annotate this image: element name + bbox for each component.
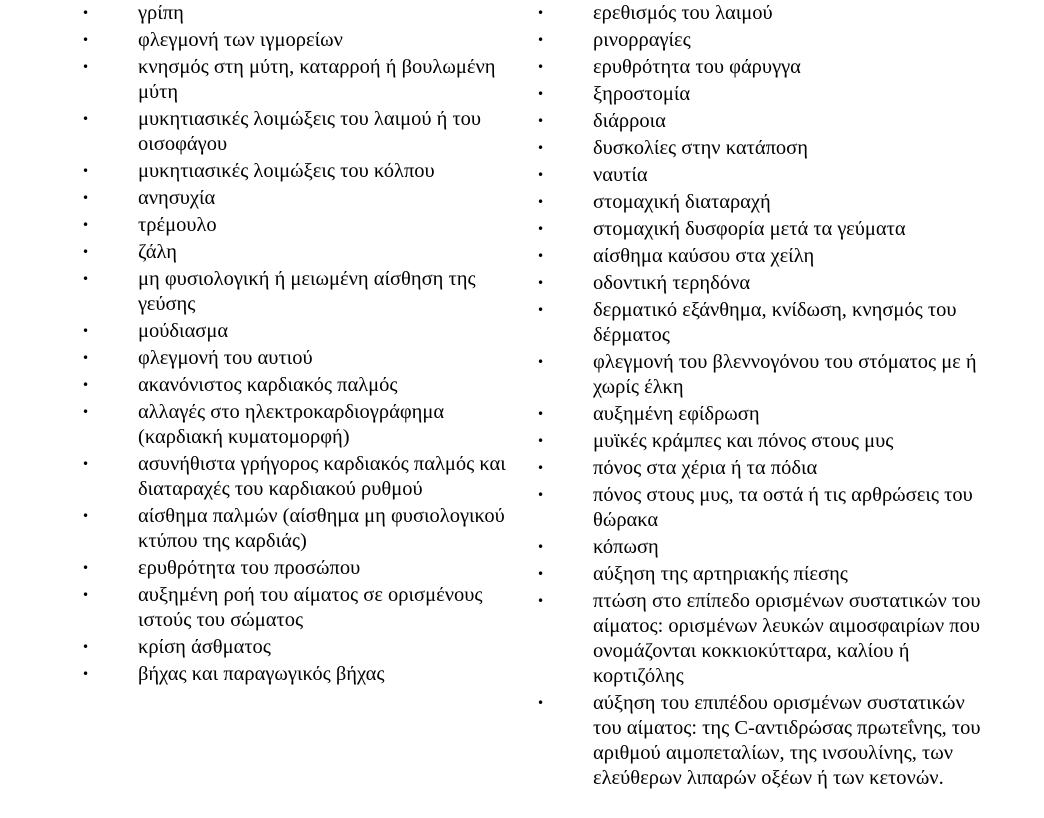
- bullet-icon: •: [537, 303, 545, 317]
- list-item: [535, 190, 990, 215]
- list-item: [535, 109, 990, 134]
- list-item-text: ερυθρότητα του φάρυγγα: [593, 56, 801, 78]
- list-item: [80, 186, 520, 211]
- list-item-text: γρίπη: [138, 2, 184, 24]
- list-item-text: ασυνήθιστα γρήγορος καρδιακός παλμός και διαταραχές του καρδιακού ρυθμού: [138, 453, 506, 500]
- list-item: [80, 400, 520, 450]
- list-item-text: φλεγμονή του αυτιού: [138, 347, 313, 369]
- list-item: [80, 583, 520, 633]
- list-item-text: στομαχική δυσφορία μετά τα γεύματα: [593, 218, 906, 240]
- list-item: [80, 452, 520, 502]
- bullet-icon: •: [537, 33, 545, 47]
- bullet-icon: •: [537, 540, 545, 554]
- list-item: [535, 429, 990, 454]
- bullet-icon: •: [537, 355, 545, 369]
- bullet-icon: •: [82, 245, 90, 259]
- list-item-text: αλλαγές στο ηλεκτροκαρδιογράφημα (καρδιακή κυματομορφή): [138, 401, 445, 448]
- list-item-text: μη φυσιολογική ή μειωμένη αίσθηση της γεύσης: [138, 268, 476, 315]
- list-item: [535, 163, 990, 188]
- list-item-text: ρινορραγίες: [593, 29, 691, 51]
- list-item-text: ανησυχία: [138, 187, 216, 209]
- list-item-text: ερυθρότητα του προσώπου: [138, 557, 361, 579]
- list-item: [80, 213, 520, 238]
- list-item-text: αύξηση της αρτηριακής πίεσης: [593, 563, 848, 585]
- list-item-text: φλεγμονή του βλεννογόνου του στόματος με ή χωρίς έλκη: [593, 351, 977, 398]
- bullet-icon: •: [537, 114, 545, 128]
- bullet-icon: •: [537, 434, 545, 448]
- list-item: [80, 55, 520, 105]
- bullet-icon: •: [82, 351, 90, 365]
- bullet-icon: •: [537, 567, 545, 581]
- list-item: [535, 691, 990, 791]
- bullet-icon: •: [82, 509, 90, 523]
- list-item-text: διάρροια: [593, 110, 666, 132]
- bullet-icon: •: [82, 164, 90, 178]
- list-item: [535, 298, 990, 348]
- side-effects-list-left: [80, 1, 520, 689]
- list-item: [80, 28, 520, 53]
- list-item-text: αίσθημα παλμών (αίσθημα μη φυσιολογικού κτύπου της καρδιάς): [138, 505, 505, 552]
- bullet-icon: •: [537, 222, 545, 236]
- bullet-icon: •: [537, 696, 545, 710]
- bullet-icon: •: [537, 461, 545, 475]
- list-item-text: κνησμός στη μύτη, καταρροή ή βουλωμένη μύτη: [138, 56, 496, 103]
- list-item-text: αίσθημα καύσου στα χείλη: [593, 245, 815, 267]
- list-item-text: φλεγμονή των ιγμορείων: [138, 29, 343, 51]
- list-item: [80, 240, 520, 265]
- bullet-icon: •: [82, 378, 90, 392]
- list-item: [80, 346, 520, 371]
- list-item: [535, 244, 990, 269]
- bullet-icon: •: [537, 87, 545, 101]
- list-item: [535, 271, 990, 296]
- bullet-icon: •: [82, 272, 90, 286]
- bullet-icon: •: [537, 488, 545, 502]
- list-item-text: δυσκολίες στην κατάποση: [593, 137, 808, 159]
- list-item: [80, 662, 520, 687]
- bullet-icon: •: [82, 457, 90, 471]
- list-item: [535, 217, 990, 242]
- list-item-text: αύξηση του επιπέδου ορισμένων συστατικών του αίματος: της C-αντιδρώσας πρωτεΐνης, του αριθμού αιμοπεταλίων, της ινσουλίνης, των ελεύθερων λιπαρών οξέων ή των κετονών.: [593, 692, 981, 789]
- bullet-icon: •: [82, 112, 90, 126]
- bullet-icon: •: [82, 33, 90, 47]
- list-item-text: πόνος στα χέρια ή τα πόδια: [593, 457, 818, 479]
- list-item: [535, 402, 990, 427]
- bullet-icon: •: [82, 6, 90, 20]
- side-effects-list-right: [535, 1, 990, 793]
- list-item-text: κρίση άσθματος: [138, 636, 271, 658]
- bullet-icon: •: [537, 168, 545, 182]
- list-item-text: δερματικό εξάνθημα, κνίδωση, κνησμός του δέρματος: [593, 299, 957, 346]
- bullet-icon: •: [537, 141, 545, 155]
- bullet-icon: •: [537, 195, 545, 209]
- bullet-icon: •: [537, 594, 545, 608]
- list-item-text: ζάλη: [138, 241, 177, 263]
- list-item: [80, 1, 520, 26]
- list-item: [80, 267, 520, 317]
- bullet-icon: •: [82, 60, 90, 74]
- list-item: [80, 107, 520, 157]
- list-item: [535, 535, 990, 560]
- list-item: [535, 28, 990, 53]
- list-item-text: ναυτία: [593, 164, 648, 186]
- list-item: [535, 456, 990, 481]
- bullet-icon: •: [537, 249, 545, 263]
- bullet-icon: •: [537, 407, 545, 421]
- list-item: [535, 136, 990, 161]
- list-item-text: κόπωση: [593, 536, 659, 558]
- list-item-text: πτώση στο επίπεδο ορισμένων συστατικών του αίματος: ορισμένων λευκών αιμοσφαιρίων που ονομάζονται κοκκιοκύτταρα, καλίου ή κορτιζόλης: [593, 590, 981, 687]
- list-item: [80, 504, 520, 554]
- bullet-icon: •: [82, 405, 90, 419]
- bullet-icon: •: [82, 667, 90, 681]
- list-item-text: στομαχική διαταραχή: [593, 191, 771, 213]
- bullet-icon: •: [82, 324, 90, 338]
- list-item-text: τρέμουλο: [138, 214, 217, 236]
- list-item: [535, 562, 990, 587]
- list-item-text: μυκητιασικές λοιμώξεις του λαιμού ή του οισοφάγου: [138, 108, 482, 155]
- list-item-text: ερεθισμός του λαιμού: [593, 2, 773, 24]
- bullet-icon: •: [537, 6, 545, 20]
- list-item: [535, 350, 990, 400]
- list-item: [80, 556, 520, 581]
- list-item: [80, 635, 520, 660]
- list-item-text: πόνος στους μυς, τα οστά ή τις αρθρώσεις του θώρακα: [593, 484, 973, 531]
- bullet-icon: •: [82, 218, 90, 232]
- bullet-icon: •: [82, 191, 90, 205]
- list-item: [80, 159, 520, 184]
- list-item-text: αυξημένη ροή του αίματος σε ορισμένους ιστούς του σώματος: [138, 584, 483, 631]
- list-item-text: μυκητιασικές λοιμώξεις του κόλπου: [138, 160, 435, 182]
- list-item: [535, 55, 990, 80]
- list-item-text: αυξημένη εφίδρωση: [593, 403, 760, 425]
- list-item-text: ξηροστομία: [593, 83, 691, 105]
- list-item-text: οδοντική τερηδόνα: [593, 272, 751, 294]
- list-item: [535, 82, 990, 107]
- list-item-text: ακανόνιστος καρδιακός παλμός: [138, 374, 398, 396]
- list-item: [535, 589, 990, 689]
- bullet-icon: •: [82, 588, 90, 602]
- list-item-text: μούδιασμα: [138, 320, 229, 342]
- list-item-text: βήχας και παραγωγικός βήχας: [138, 663, 385, 685]
- list-item: [80, 373, 520, 398]
- bullet-icon: •: [537, 276, 545, 290]
- list-item: [80, 319, 520, 344]
- bullet-icon: •: [82, 561, 90, 575]
- bullet-icon: •: [537, 60, 545, 74]
- list-item-text: μυϊκές κράμπες και πόνος στους μυς: [593, 430, 894, 452]
- bullet-icon: •: [82, 640, 90, 654]
- list-item: [535, 483, 990, 533]
- list-item: [535, 1, 990, 26]
